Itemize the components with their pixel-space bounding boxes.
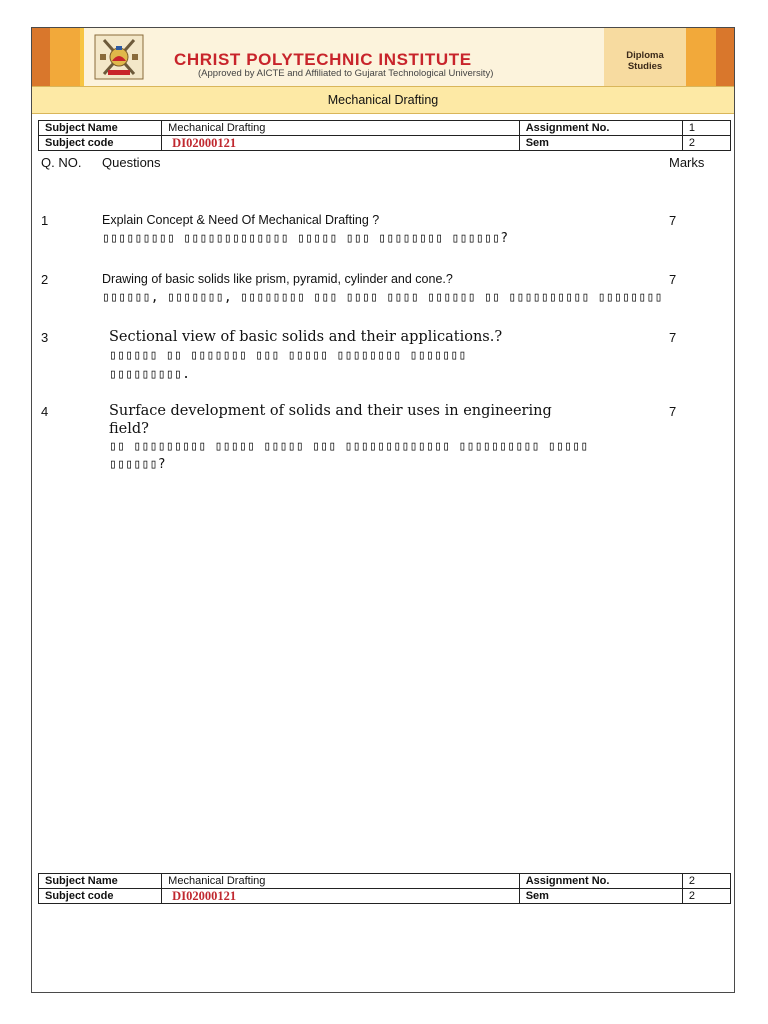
question-gujarati: ▯▯▯▯▯▯▯▯▯. <box>109 367 191 382</box>
question-text: Explain Concept & Need Of Mechanical Drafting ? <box>102 213 380 227</box>
question-marks: 7 <box>669 330 677 345</box>
subject-code-value: DI02000121 <box>162 889 520 904</box>
question-number: 1 <box>41 213 49 228</box>
question-gujarati: ▯▯ ▯▯▯▯▯▯▯▯▯ ▯▯▯▯▯ ▯▯▯▯▯ ▯▯▯ ▯▯▯▯▯▯▯▯▯▯▯▯▯ ▯▯▯▯▯▯▯▯▯▯ ▯▯▯▯▯ <box>109 439 589 454</box>
table-row <box>39 121 731 136</box>
subject-name-label: Subject Name <box>39 874 162 889</box>
table-row <box>39 889 731 904</box>
question-marks: 7 <box>669 213 677 228</box>
info-table-top <box>38 120 731 151</box>
institute-logo-icon <box>94 34 144 80</box>
assignment-no-label: Assignment No. <box>519 874 682 889</box>
table-row <box>39 136 731 151</box>
question-number: 2 <box>41 272 49 287</box>
question-gujarati: ▯▯▯▯▯▯ ▯▯ ▯▯▯▯▯▯▯ ▯▯▯ ▯▯▯▯▯ ▯▯▯▯▯▯▯▯ ▯▯▯▯▯▯▯ <box>109 348 467 363</box>
assignment-page <box>31 27 735 993</box>
sem-value: 2 <box>682 136 730 151</box>
banner-stripe <box>716 28 734 86</box>
question-text: Drawing of basic solids like prism, pyramid, cylinder and cone.? <box>102 272 453 286</box>
question-marks: 7 <box>669 404 677 419</box>
question-marks: 7 <box>669 272 677 287</box>
subject-code-value: DI02000121 <box>162 136 520 151</box>
subject-code-label: Subject code <box>39 889 162 904</box>
question-text: field? <box>109 421 149 437</box>
question-gujarati: ▯▯▯▯▯▯? <box>109 457 166 472</box>
question-gujarati: ▯▯▯▯▯▯, ▯▯▯▯▯▯▯, ▯▯▯▯▯▯▯▯ ▯▯▯ ▯▯▯▯ ▯▯▯▯ ▯▯▯▯▯▯ ▯▯ ▯▯▯▯▯▯▯▯▯▯ ▯▯▯▯▯▯▯▯ <box>102 290 663 305</box>
sem-label: Sem <box>519 889 682 904</box>
subject-name-value: Mechanical Drafting <box>162 121 520 136</box>
institute-subtitle: (Approved by AICTE and Affiliated to Gujarat Technological University) <box>198 68 494 79</box>
badge-line: Diploma <box>626 50 664 61</box>
subject-name-value: Mechanical Drafting <box>162 874 520 889</box>
col-header-marks: Marks <box>669 155 705 170</box>
banner-stripe <box>686 28 716 86</box>
assignment-no-label: Assignment No. <box>519 121 682 136</box>
question-number: 4 <box>41 404 49 419</box>
question-text: Sectional view of basic solids and their applications.? <box>109 329 503 345</box>
question-text: Surface development of solids and their uses in engineering <box>109 403 552 419</box>
header-banner <box>32 28 734 86</box>
badge-line: Studies <box>627 61 663 72</box>
col-header-questions: Questions <box>102 155 161 170</box>
assignment-no-value: 2 <box>682 874 730 889</box>
diploma-badge <box>604 50 686 72</box>
assignment-no-value: 1 <box>682 121 730 136</box>
subject-title-band: Mechanical Drafting <box>32 86 734 114</box>
col-header-qno: Q. NO. <box>41 155 82 170</box>
question-number: 3 <box>41 330 49 345</box>
subject-name-label: Subject Name <box>39 121 162 136</box>
subject-code-label: Subject code <box>39 136 162 151</box>
institute-name: CHRIST POLYTECHNIC INSTITUTE <box>174 50 472 69</box>
sem-label: Sem <box>519 136 682 151</box>
question-gujarati: ▯▯▯▯▯▯▯▯▯ ▯▯▯▯▯▯▯▯▯▯▯▯▯ ▯▯▯▯▯ ▯▯▯ ▯▯▯▯▯▯▯▯ ▯▯▯▯▯▯? <box>102 231 509 246</box>
info-table-bottom <box>38 873 731 904</box>
table-row <box>39 874 731 889</box>
banner-stripe <box>50 28 80 86</box>
banner-stripe <box>32 28 50 86</box>
sem-value: 2 <box>682 889 730 904</box>
